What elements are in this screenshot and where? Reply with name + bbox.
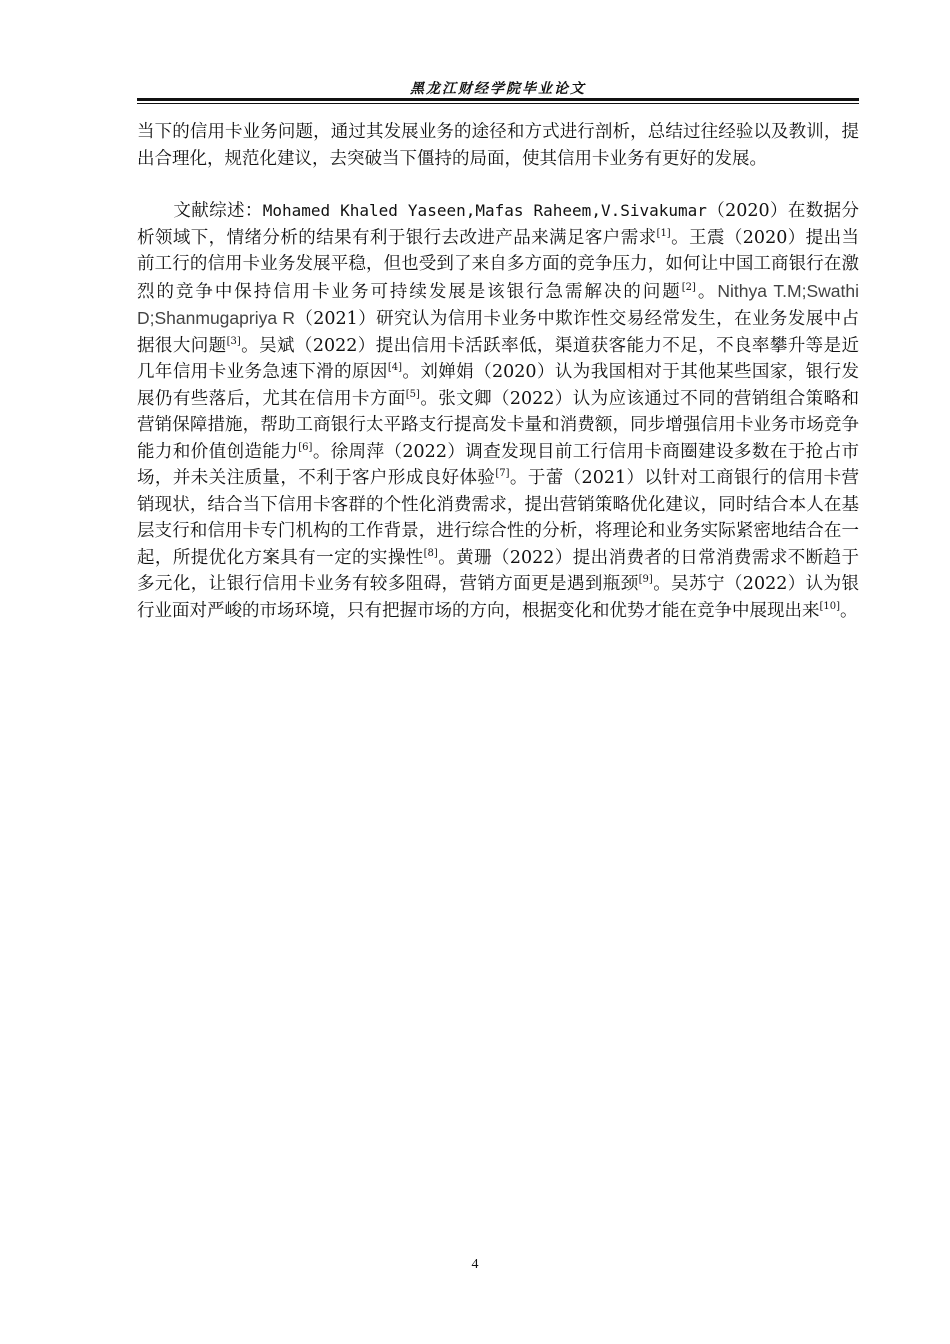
review-sentence-7: 。徐周萍（2022）调查发现目前工行信用卡商圈建设多数在于抢占市场，并未关注质量，不利于客户形成良好体验: [137, 441, 859, 488]
review-sentence-8: 。于蕾（2021）以针对工商银行的信用卡营销现状，结合当下信用卡客群的个性化消费需求，提出营销策略优化建议，同时结合本人在基层支行和信用卡专门机构的工作背景，进行综合性的分析，将理论和业务实际紧密地结合在一起，所提优化方案具有一定的实操性: [137, 468, 859, 568]
review-lead: 文献综述：: [173, 201, 263, 221]
page-number: 4: [471, 1257, 479, 1272]
author-names-2: Nithya T.M;Swathi D;Shanmugapriya R: [137, 280, 860, 328]
author-names-1: Mohamed Khaled Yaseen,Mafas Raheem,V.Sivakumar: [262, 201, 707, 220]
citation-ref-6: [6]: [298, 441, 313, 453]
review-sentence-5: 。刘婵娟（2020）认为我国相对于其他某些国家，银行发展仍有些落后，尤其在信用卡方面: [137, 362, 860, 409]
review-sentence-3: （2021）研究认为信用卡业务中欺诈性交易经常发生，在业务发展中占据很大问题: [137, 309, 859, 356]
header-rule-thin: [137, 103, 859, 104]
review-sentence-4: 。吴斌（2022）提出信用卡活跃率低，渠道获客能力不足，不良率攀升等是近几年信用卡业务急速下滑的原因: [137, 335, 859, 382]
paragraph-continuation: 当下的信用卡业务问题，通过其发展业务的途径和方式进行剖析，总结过往经验以及教训，提出合理化，规范化建议，去突破当下僵持的局面，使其信用卡业务有更好的发展。: [137, 122, 859, 169]
citation-ref-7: [7]: [495, 468, 510, 479]
citation-ref-1: [1]: [656, 227, 671, 239]
citation-ref-2: [2]: [681, 281, 696, 293]
citation-ref-5: [5]: [405, 388, 420, 400]
review-sentence-2: 。王震（2020）提出当前工行的信用卡业务发展平稳，但也受到了来自多方面的竞争压力，如何让中国工商银行在激烈的竞争中保持信用卡业务可持续发展是该银行急需解决的问题: [137, 227, 859, 302]
review-punct-end: 。: [840, 600, 858, 621]
header-rule-thick: [137, 98, 859, 101]
review-sentence-9: 。黄珊（2022）提出消费者的日常消费需求不断趋于多元化，让银行信用卡业务有较多阻碍，营销方面更是遇到瓶颈: [137, 547, 859, 594]
review-sentence-10: 。吴苏宁（2022）认为银行业面对严峻的市场环境，只有把握市场的方向，根据变化和优势才能在竞争中展现出来: [137, 574, 860, 621]
review-sentence-6: 。张文卿（2022）认为应该通过不同的营销组合策略和营销保障措施，帮助工商银行太平路支行提高发卡量和消费额，同步增强信用卡业务市场竞争能力和价值创造能力: [137, 388, 859, 462]
page-header-title: 黑龙江财经学院毕业论文: [410, 81, 586, 97]
review-sentence-1: （2020）在数据分析领域下，情绪分析的结果有利于银行去改进产品来满足客户需求: [137, 201, 860, 248]
review-punct-1: 。: [695, 281, 718, 302]
citation-ref-10: [10]: [819, 600, 841, 612]
citation-ref-9: [9]: [638, 574, 653, 585]
citation-ref-4: [4]: [387, 362, 402, 373]
citation-ref-3: [3]: [226, 335, 241, 347]
paragraph-literature-review: [137, 198, 859, 624]
citation-ref-8: [8]: [423, 547, 438, 559]
paragraph-gap: [137, 172, 859, 198]
body-text: [137, 119, 859, 624]
